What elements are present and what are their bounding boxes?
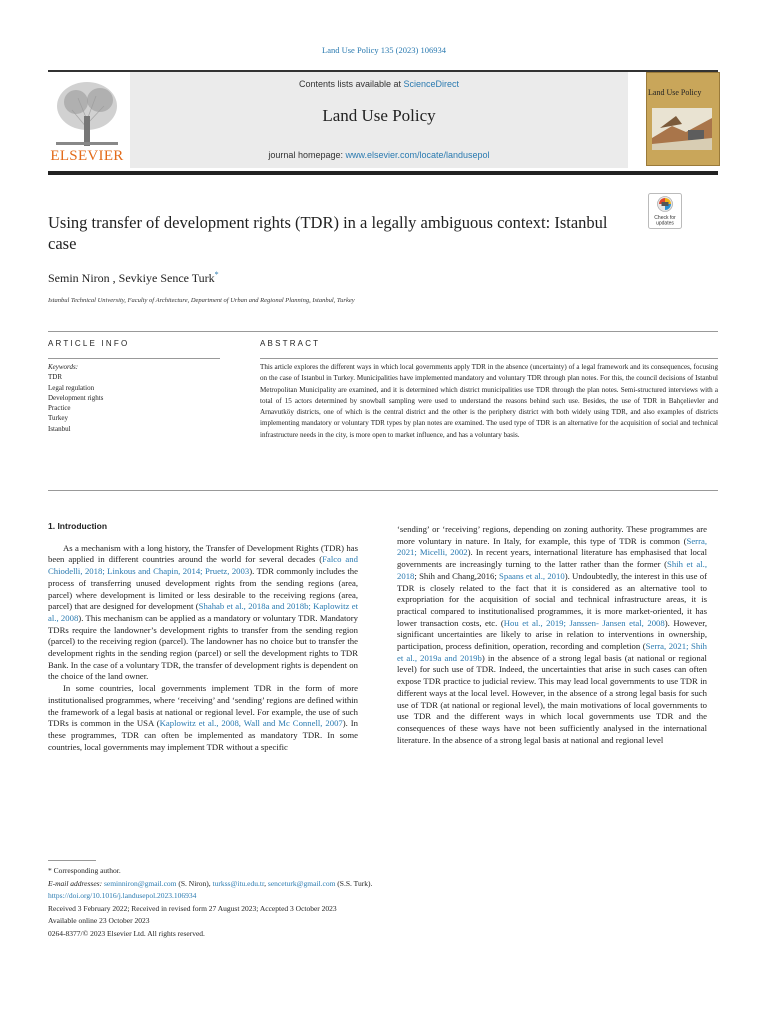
doi-link[interactable]: https://doi.org/10.1016/j.landusepol.2023.106934 <box>48 891 197 900</box>
keyword-item: Istanbul <box>48 424 71 433</box>
email-owner: (S.S. Turk). <box>335 878 373 888</box>
keyword-item: Development rights <box>48 393 104 402</box>
citation-link[interactable]: Spaans et al., 2010 <box>499 570 565 581</box>
sciencedirect-link[interactable]: ScienceDirect <box>403 79 460 89</box>
citation-link[interactable]: Serra, 2021; Micelli, 2002 <box>397 535 707 558</box>
copyright: 0264-8377/© 2023 Elsevier Ltd. All rights reserved. <box>48 928 205 938</box>
paragraph-text: ; Shih and Chang,2016; <box>414 570 500 581</box>
keywords-label: Keywords: <box>48 363 79 371</box>
paragraph-text: ). TDR commonly includes the process of transferring unused development rights from the sending regions (area, parcel) where development is limited or less desirable to the receiving regions (area, parcel) that are designed for development ( <box>48 566 358 612</box>
author-list <box>48 270 219 286</box>
email-label: E-mail addresses: <box>48 878 104 888</box>
paragraph-text: ). Undoubtedly, the interest in this use of TDR is closely related to the fact that it is considered as an alternative tool to expropriation for the acquisition of social and technical infrastructure areas, it is practical compared to institutionalised programmes, it is more market-oriented, it has lower transaction costs, etc. ( <box>397 570 707 628</box>
body-column-right <box>397 524 707 746</box>
received-dates: Received 3 February 2022; Received in revised form 27 August 2023; Accepted 3 October 2023 <box>48 903 337 913</box>
email-link[interactable]: seminniron@gmail.com <box>103 878 177 888</box>
keywords-block <box>48 362 220 434</box>
info-top-rule <box>48 331 718 332</box>
journal-cover-title: Land Use Policy <box>648 88 702 97</box>
article-info-heading: ARTICLE INFO <box>48 339 130 348</box>
paragraph <box>397 524 707 746</box>
journal-citation-link[interactable]: Land Use Policy 135 (2023) 106934 <box>322 45 446 55</box>
paragraph-text: ‘sending’ or ‘receiving’ regions, depending on zoning authority. These programmes are more voluntary in nature. In Italy, for example, this type of TDR is common ( <box>397 524 707 546</box>
citation-link[interactable]: Shih et al., 2018 <box>397 559 707 581</box>
abstract-heading: ABSTRACT <box>260 339 321 348</box>
masthead-bottom-rule <box>48 171 718 175</box>
homepage-line <box>130 150 628 160</box>
journal-cover-image <box>652 108 712 150</box>
paragraph-text: ). This mechanism can be applied as a mandatory or voluntary TDR. Mandatory TDRs require the landowner’s development rights to transfer from the sending region (parcel) to the receiving region (parcel). The landowner has no choice but to transfer the development rights in the sending region (parcel) or sell the development rights to TDR Bank. In the case of a voluntary TDR, the transfer of development rights is dependent on the choice of the land owner. <box>48 612 358 682</box>
footnote-rule <box>48 860 96 861</box>
email-link[interactable]: turkss@itu.edu.tr <box>212 878 265 888</box>
journal-homepage-link[interactable]: www.elsevier.com/locate/landusepol <box>345 150 490 160</box>
email-link[interactable]: senceturk@gmail.com <box>267 878 336 888</box>
abstract-text: This article explores the different ways in which local governments apply TDR in the absence (uncertainty) of a legal framework and its consequences, focusing on the case of Istanbul in Turkey. Municipalities have implemented mandatory and voluntary TDR through plan notes. For this, the council decisions of Istanbul Metropolitan Municipality are examined, and it is determined which district municipalities use TDR through the plan notes. Semi-structured interviews with a total of 15 actors determined by snowball sampling were used to understand the reasons behind such use. Besides, the use of TDR in Bahçelievler and Arnavutköy districts, one of which is the central district and the other is the periphery district with both widely using TDR, and also examples of districts implementing mandatory or voluntary TDR types by plan notes are examined. The used type of TDR is an alternative for the acquisition of social and technical infrastructure needs in the city, is more open to market influence, and has a voluntary basis. <box>260 363 718 439</box>
corresponding-author-note: * Corresponding author. <box>48 866 121 875</box>
email-owner: (S. Niron), <box>176 878 213 888</box>
contents-line <box>130 79 628 89</box>
author-names: Semin Niron , Sevkiye Sence Turk <box>48 271 215 285</box>
journal-title: Land Use Policy <box>322 106 436 125</box>
homepage-prefix: journal homepage: <box>268 150 346 160</box>
crossmark-line1: Check for <box>654 215 676 221</box>
citation-link[interactable]: Falco and Chiodelli, 2018; Linkous and Chapin, 2014; Pruetz, 2003 <box>48 554 358 577</box>
elsevier-wordmark: ELSEVIER <box>50 148 124 164</box>
paper-title: Using transfer of development rights (TDR) in a legally ambiguous context: Istanbul case <box>48 213 608 253</box>
footnotes <box>48 865 718 940</box>
paragraph-text: In some countries, local governments implement TDR in the form of more institutionalised programmes, where ‘receiving’ and ‘sending’ regions are defined within the framework of a legal basis at national or regional level. For example, the use of such TDRs is common in the USA ( <box>48 683 358 729</box>
abstract-bottom-rule <box>48 490 718 491</box>
citation-link[interactable]: Kaplowitz et al., 2008, Wall and Mc Connell, 2007 <box>159 718 343 729</box>
corresponding-author-mark[interactable]: * <box>214 270 219 279</box>
paragraph-text: ). In recent years, international literature has emphasised that local governments are increasingly turning to the latter rather than the former ( <box>397 547 707 570</box>
keyword-item: TDR <box>48 373 62 382</box>
citation-link[interactable]: Shahab et al., 2018a and 2018b; Kaplowitz et al., 2008 <box>48 601 358 623</box>
contents-prefix: Contents lists available at <box>298 79 404 89</box>
keyword-item: Practice <box>48 404 71 413</box>
keyword-item: Legal regulation <box>48 383 95 392</box>
citation-link[interactable]: Hou et al., 2019; Janssen- Jansen etal, 2008 <box>503 617 665 628</box>
email-addresses <box>48 878 718 891</box>
author-affiliation: Istanbul Technical University, Faculty of Architecture, Department of Urban and Regional Planning, Istanbul, Turkey <box>48 297 355 304</box>
abstract-rule <box>260 358 718 359</box>
keywords-rule <box>48 358 220 359</box>
paragraph-text: ). However, significant uncertainties are likely to arise in relation to interventions in ownership, participation, process definition, operation, recording and completion ( <box>397 617 707 652</box>
email-separator: , <box>264 878 268 888</box>
section-heading-introduction: 1. Introduction <box>48 521 108 531</box>
paragraph-text: As a mechanism with a long history, the Transfer of Development Rights (TDR) has been applied in different countries around the world for several decades ( <box>48 542 358 565</box>
paragraph <box>48 543 358 683</box>
keyword-item: Turkey <box>48 414 68 423</box>
citation-link[interactable]: Serra, 2021; Shih et al., 2019a and 2019b <box>397 641 707 663</box>
paragraph <box>48 683 358 753</box>
paragraph-text: ) in the absence of a strong legal basis (at national or regional level) for such use of TDR. Indeed, the uncertainties that arise in such cases can often expose TDR practice to judicial review. This may lead local governments to use TDR in different ways at the local level. However, in the absence of a strong legal basis for such use of TDR (at national or regional level), the main motivations of local governments to use TDR and the different ways in which local governments use TDR and the consequences of these ways have not been sufficiently analysed in the international literature. In the absence of a strong legal basis at national and regional level <box>397 652 707 745</box>
paragraph-text: ). In these programmes, TDR can often be implemented as mandatory TDR. In some countries, local governments may implement TDR without a specific <box>48 718 358 752</box>
available-online: Available online 23 October 2023 <box>48 916 150 925</box>
crossmark-line2: updates <box>656 220 674 227</box>
check-for-updates-icon[interactable] <box>648 193 682 229</box>
body-column-left <box>48 521 358 753</box>
